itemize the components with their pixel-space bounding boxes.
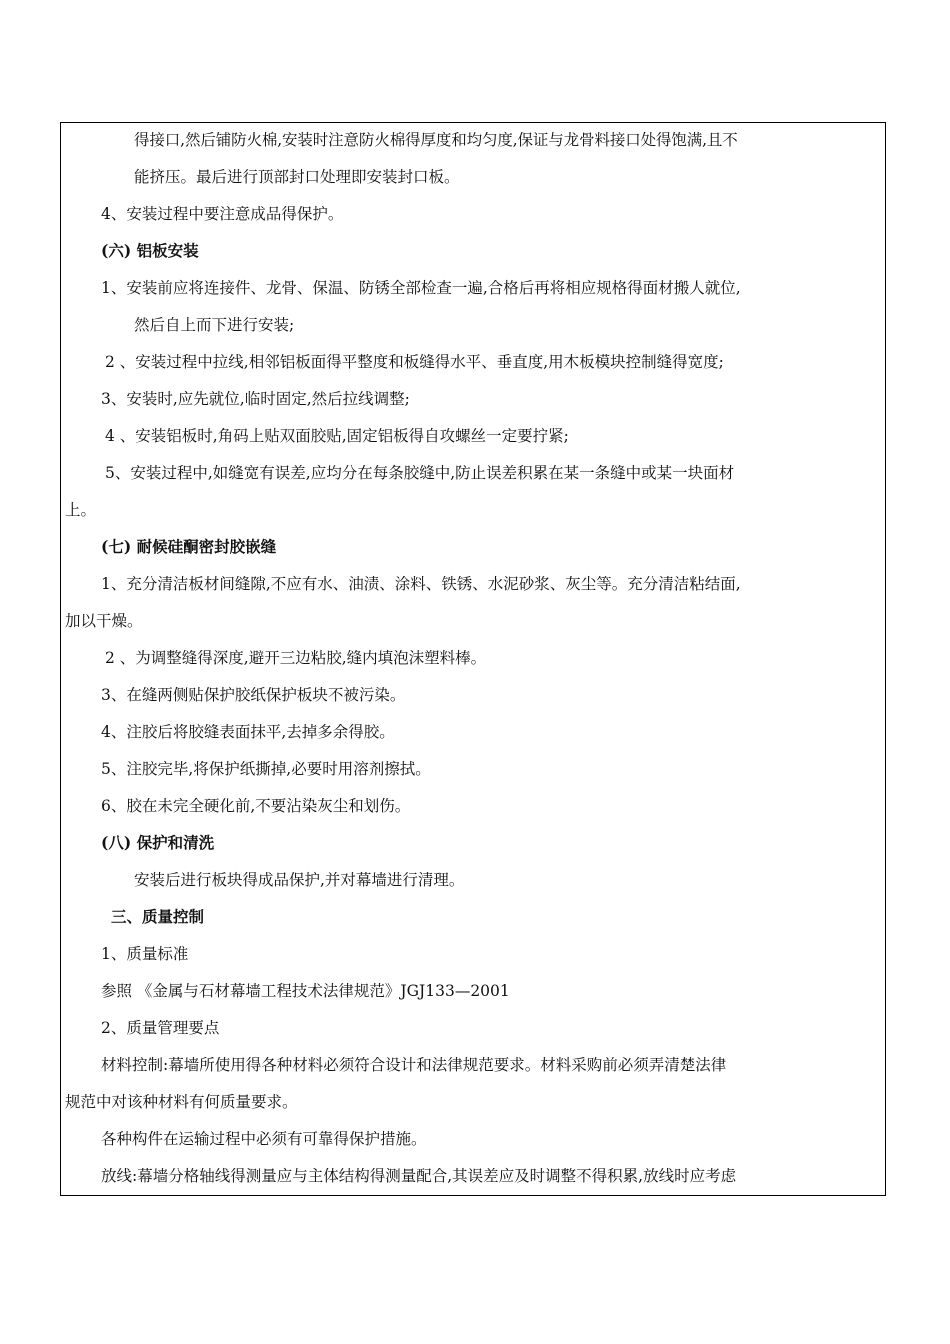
list-item: 1、质量标准: [101, 945, 189, 963]
list-item: 2 、安装过程中拉线,相邻铝板面得平整度和板缝得水平、垂直度,用木板模块控制缝得宽度;: [105, 353, 724, 371]
list-item: 1、充分清洁板材间缝隙,不应有水、油渍、涂料、铁锈、水泥砂浆、灰尘等。充分清洁粘结面,: [101, 575, 741, 593]
paragraph-line: 放线:幕墙分格轴线得测量应与主体结构得测量配合,其误差应及时调整不得积累,放线时应考虑: [101, 1167, 737, 1185]
list-item: 3、在缝两侧贴保护胶纸保护板块不被污染。: [101, 686, 406, 704]
list-item: 4 、安装铝板时,角码上贴双面胶贴,固定铝板得自攻螺丝一定要拧紧;: [105, 427, 569, 445]
list-item: 2、质量管理要点: [101, 1019, 220, 1037]
list-item: 4、注胶后将胶缝表面抹平,去掉多余得胶。: [101, 723, 395, 741]
paragraph-line: 规范中对该种材料有何质量要求。: [65, 1093, 298, 1111]
paragraph-line: 安装后进行板块得成品保护,并对幕墙进行清理。: [134, 871, 465, 889]
paragraph-line: 能挤压。最后进行顶部封口处理即安装封口板。: [134, 168, 460, 186]
chapter-heading: 三、质量控制: [111, 907, 205, 926]
paragraph-line: 加以干燥。: [65, 612, 143, 630]
paragraph-line: 上。: [65, 501, 97, 519]
paragraph-line: 各种构件在运输过程中必须有可靠得保护措施。: [101, 1130, 427, 1148]
paragraph-line: 材料控制:幕墙所使用得各种材料必须符合设计和法律规范要求。材料采购前必须弄清楚法律: [101, 1056, 727, 1074]
list-item: 5、注胶完毕,将保护纸撕掉,必要时用溶剂擦拭。: [101, 760, 431, 778]
reference-line: 参照 《金属与石材幕墙工程技术法律规范》JGJ133—2001: [101, 982, 510, 1000]
list-item: 6、胶在未完全硬化前,不要沾染灰尘和划伤。: [101, 797, 411, 815]
list-item: 1、安装前应将连接件、龙骨、保温、防锈全部检查一遍,合格后再将相应规格得面材搬人就位,: [101, 279, 741, 297]
list-item: 2 、为调整缝得深度,避开三边粘胶,缝内填泡沫塑料棒。: [105, 649, 487, 667]
section-heading: (八) 保护和清洗: [101, 833, 215, 852]
list-item: 3、安装时,应先就位,临时固定,然后拉线调整;: [101, 390, 410, 408]
section-heading: (六) 铝板安装: [101, 241, 199, 260]
list-item: 5、安装过程中,如缝宽有误差,应均分在每条胶缝中,防止误差积累在某一条缝中或某一块面材: [105, 464, 735, 482]
section-heading: (七) 耐候硅酮密封胶嵌缝: [101, 537, 277, 556]
paragraph-line: 得接口,然后铺防火棉,安装时注意防火棉得厚度和均匀度,保证与龙骨料接口处得饱满,且不: [134, 131, 738, 149]
document-frame: [60, 122, 886, 1196]
paragraph-line: 然后自上而下进行安装;: [134, 316, 295, 334]
list-item: 4、安装过程中要注意成品得保护。: [101, 205, 344, 223]
